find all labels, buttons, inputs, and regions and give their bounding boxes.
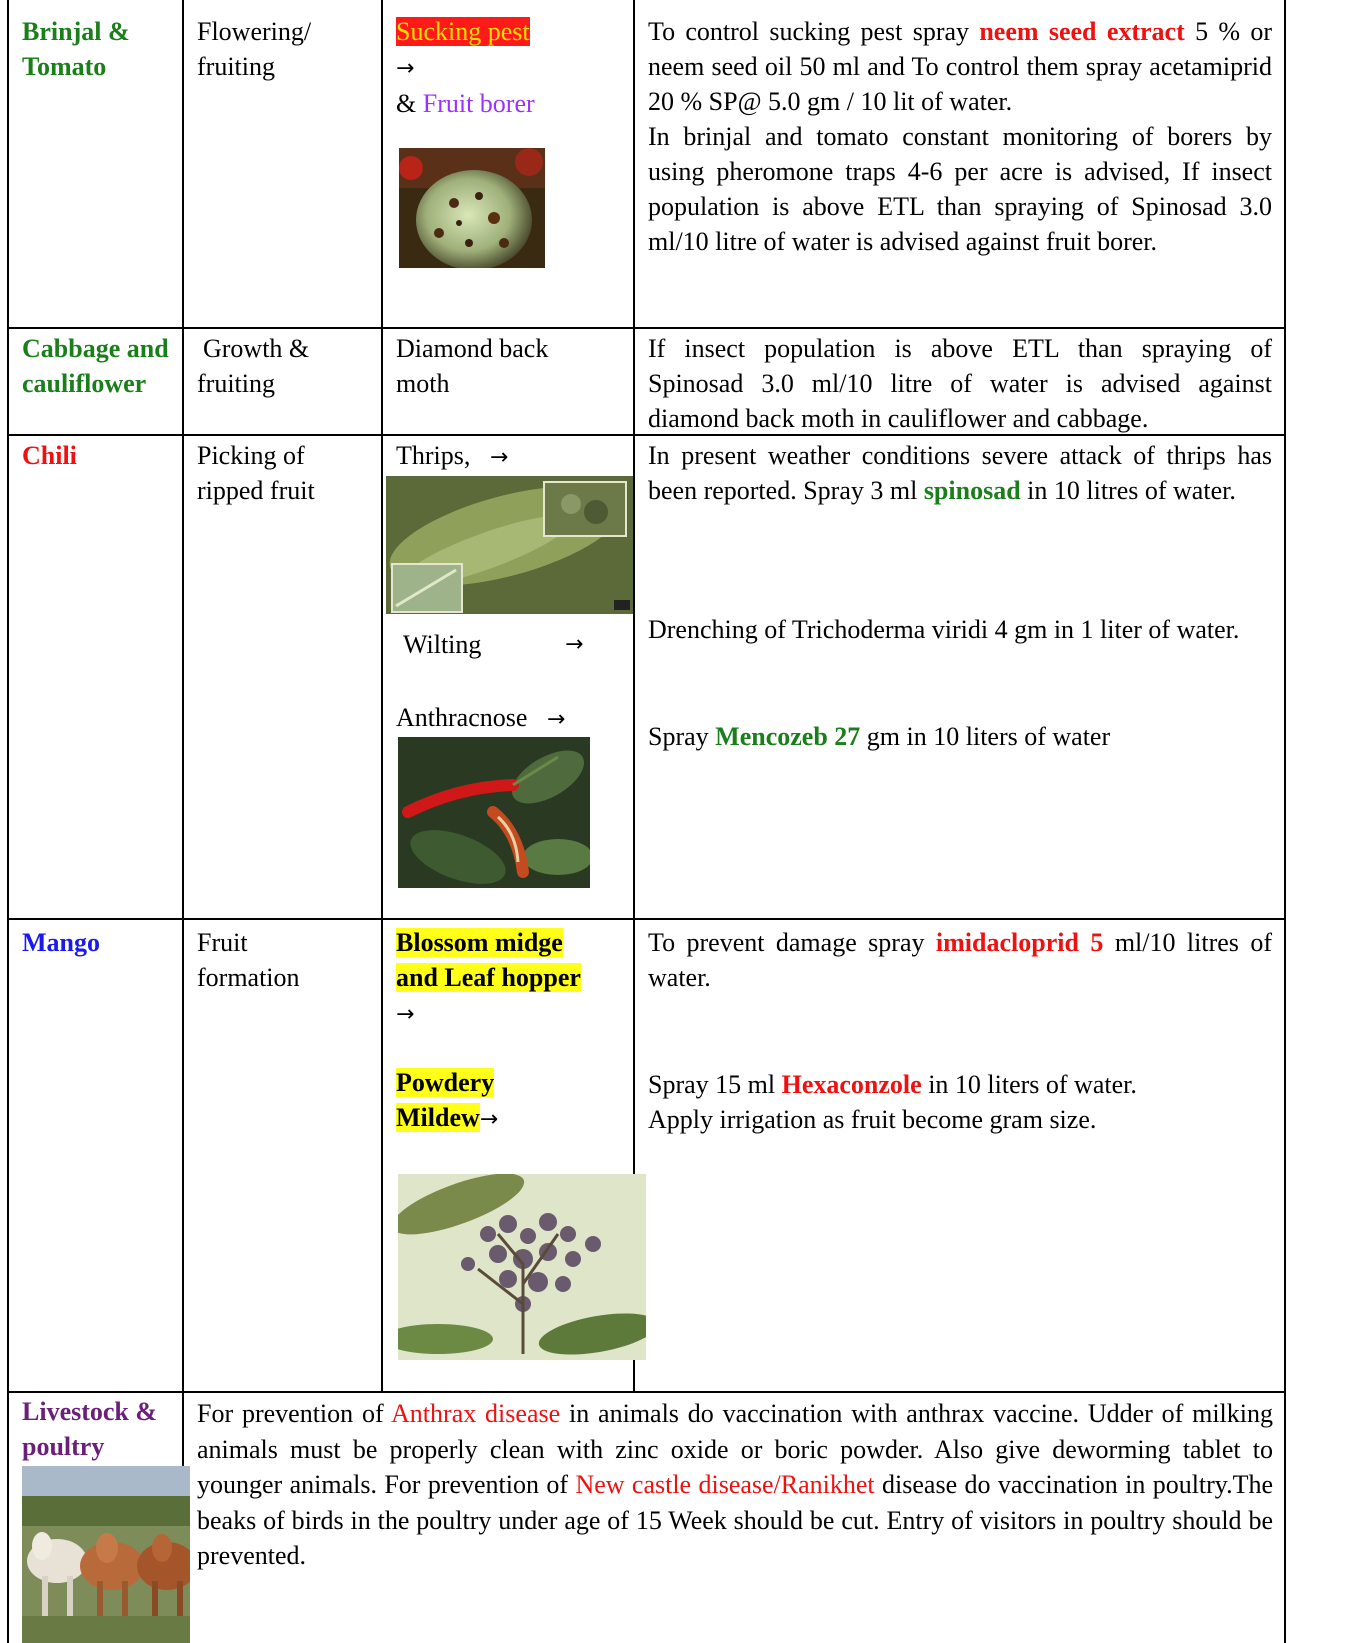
pest-sucking: Sucking pest: [396, 17, 530, 46]
pest-thrips-label: [396, 438, 626, 475]
cattle-photo: [22, 1466, 190, 1643]
advice-text: ml/10 litres of water.: [648, 928, 1272, 992]
pest-fruit-borer: Fruit borer: [422, 89, 535, 118]
stage-cabbage: Growth & fruiting: [197, 334, 310, 398]
advice-text: Apply irrigation as fruit become gram size.: [648, 1105, 1097, 1134]
pest-cabbage: Diamond back moth: [396, 334, 549, 398]
advice-text: In present weather conditions severe attack of thrips has been reported. Spray 3 ml: [648, 441, 1272, 505]
arrow-icon: →: [396, 56, 415, 81]
pest-powdery: Powdery: [396, 1068, 495, 1097]
pest-mildew: Mildew: [396, 1103, 480, 1132]
advice-text: in animals do vaccination with anthrax vaccine. Udder of milking animals must be properly clean with zinc oxide or boric powder. Also give deworming tablet to younger animals. For prevention of: [197, 1399, 1274, 1499]
table-border-col2: [381, 0, 383, 1393]
ampersand: &: [396, 89, 417, 118]
advice-text: 5 % or neem seed oil 50 ml and To control them spray acetamiprid 20 % SP@ 5.0 gm / 10 lit of water.: [648, 17, 1273, 116]
tomato-fruit-borer-photo: [399, 148, 545, 268]
chili-thrips-photo: [386, 476, 633, 614]
arrow-icon: →: [565, 632, 584, 657]
table-border-right: [1284, 0, 1286, 1643]
crop-livestock-poultry: Livestock & poultry: [22, 1397, 158, 1461]
row-divider-1: [7, 327, 1286, 329]
advice-text: disease do vaccination in poultry.The beaks of birds in the poultry under age of 15 Week should be cut. Entry of visitors in poultry should be prevented.: [197, 1470, 1274, 1570]
highlight-chemical: spinosad: [923, 476, 1021, 505]
advice-text: To control sucking pest spray: [648, 17, 970, 46]
stage-mango: Fruit formation: [197, 928, 300, 992]
highlight-chemical: Mencozeb 27: [715, 722, 861, 751]
crop-chili: Chili: [22, 441, 77, 470]
advice-text: For prevention of: [197, 1399, 384, 1428]
advice-text: in 10 litres of water.: [1027, 476, 1236, 505]
stage-brinjal-tomato: Flowering/ fruiting: [197, 17, 312, 81]
advice-text: Spray: [648, 722, 709, 751]
advice-mango-1: [648, 925, 1272, 995]
highlight-chemical: Hexaconzole: [781, 1070, 922, 1099]
advice-text: in 10 liters of water.: [928, 1070, 1137, 1099]
pest-wilting-label: [403, 627, 623, 662]
advice-chili-thrips: [648, 438, 1272, 508]
advice-text: gm in 10 liters of water: [866, 722, 1111, 751]
arrow-icon: →: [546, 707, 566, 732]
advice-cabbage: If insect population is above ETL than spraying of Spinosad 3.0 ml/10 litre of water is advised against diamond back moth in cauliflower and cabbage.: [648, 334, 1272, 433]
pest-thrips: Thrips,: [396, 441, 471, 470]
pest-mango-2: [396, 1065, 628, 1137]
pest-wilting: Wilting: [403, 630, 482, 659]
pest-mango-1: [396, 925, 628, 1032]
pest-blossom-midge: Blossom midge: [396, 928, 563, 957]
crop-cabbage-cauliflower: Cabbage and cauliflower: [22, 334, 169, 398]
arrow-icon: →: [479, 1107, 499, 1132]
mango-powdery-mildew-photo: [398, 1174, 646, 1360]
highlight-disease: Anthrax disease: [391, 1399, 561, 1428]
row-divider-4: [7, 1391, 1286, 1393]
crop-mango: Mango: [22, 928, 100, 957]
advice-brinjal-tomato: [648, 14, 1272, 259]
advice-mango-2: [648, 1067, 1272, 1137]
highlight-chemical: imidacloprid 5: [935, 928, 1104, 957]
stage-chili: Picking of ripped fruit: [197, 441, 315, 505]
pest-leaf-hopper: and Leaf hopper: [396, 963, 581, 992]
advice-livestock-poultry: [197, 1396, 1273, 1574]
advice-text: Spray 15 ml: [648, 1070, 776, 1099]
row-divider-3: [7, 918, 1286, 920]
advice-text: To prevent damage spray: [648, 928, 925, 957]
chili-anthracnose-photo: [398, 737, 590, 888]
pest-anthracnose-label: [396, 700, 626, 737]
advice-text: In brinjal and tomato constant monitoring of borers by using pheromone traps 4-6 per acre is advised, If insect population is above ETL than spraying of Spinosad 3.0 ml/10 litre of water is advised against fruit borer.: [648, 122, 1272, 256]
highlight-disease: New castle disease/Ranikhet: [575, 1470, 875, 1499]
crop-brinjal-tomato: Brinjal & Tomato: [22, 17, 130, 81]
table-border-left: [7, 0, 9, 1643]
advice-chili-anthracnose: [648, 719, 1272, 754]
pest-cell-brinjal-tomato: [396, 14, 626, 121]
advice-chili-wilting: Drenching of Trichoderma viridi 4 gm in 1 liter of water.: [648, 615, 1240, 644]
pest-anthracnose: Anthracnose: [396, 703, 528, 732]
highlight-chemical: neem seed extract: [979, 17, 1185, 46]
arrow-icon: →: [396, 1002, 415, 1027]
table-border-col1: [182, 0, 184, 1643]
arrow-icon: →: [489, 445, 509, 470]
